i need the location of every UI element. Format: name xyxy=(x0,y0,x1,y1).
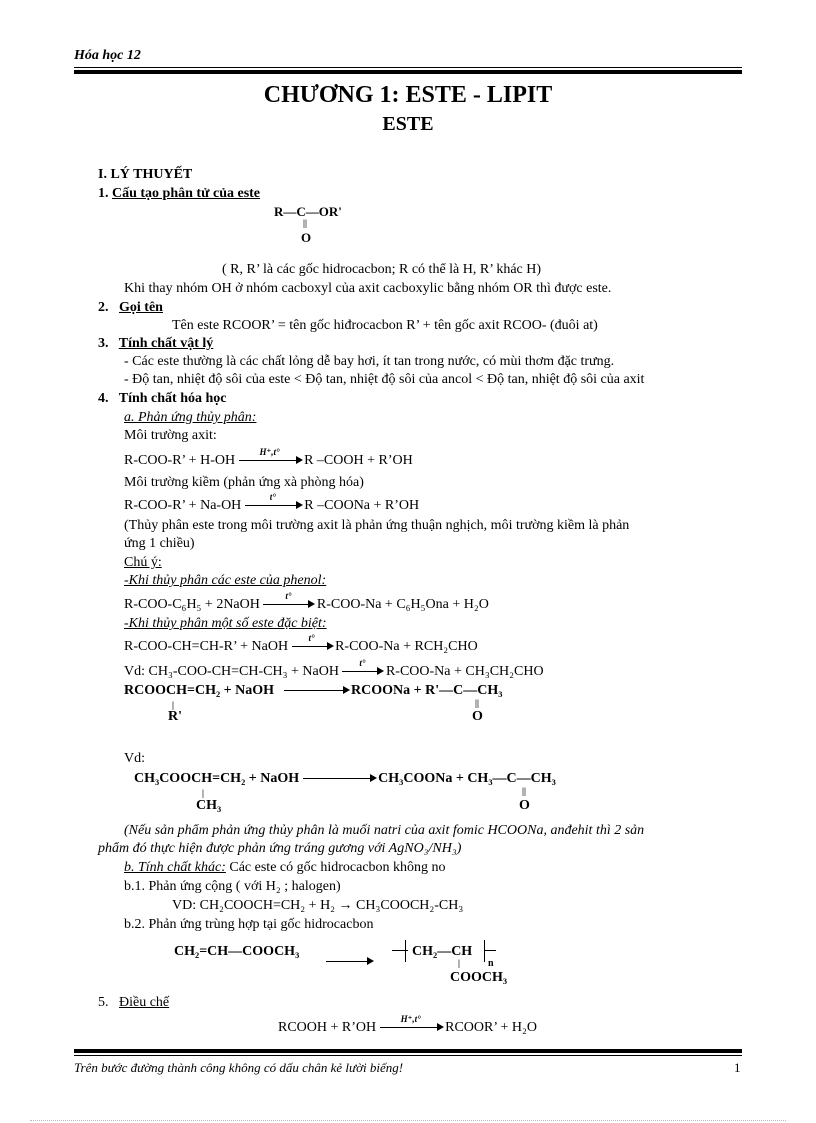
s3-line1: - Các este thường là các chất lỏng dễ bay hơi, ít tan trong nước, có mùi thơm đặc trưng. xyxy=(124,354,615,369)
s2-heading xyxy=(98,300,163,316)
r5-arrow: t° xyxy=(342,671,382,672)
phenol-ester-title: -Khi thủy phân các este của phenol: xyxy=(124,573,327,588)
reaction-vinyl-acetate xyxy=(134,771,556,787)
ester-structure-formula: R—C—OR' xyxy=(274,204,342,219)
b1-example: VD: CH₂COOCH=CH₂ + H₂ → CH₃COOCH₂-CH₃ xyxy=(172,898,464,913)
r4-arrow: t° xyxy=(292,646,332,647)
formic-note-line1: (Nếu sản phẩm phản ứng thủy phân là muối natri của axit fomic HCOONa, anđehit thì 2 sản xyxy=(124,823,645,838)
chapter-title: CHƯƠNG 1: ESTE - LIPIT xyxy=(263,82,553,108)
s2-text: Tên este RCOOR’ = tên gốc hiđrocacbon R’ + tên gốc axit RCOO- (đuôi at) xyxy=(172,318,598,333)
s3-line2: - Độ tan, nhiệt độ sôi của este < Độ tan, nhiệt độ sôi của ancol < Độ tan, nhiệt độ sôi của axit xyxy=(124,372,645,387)
s4b-line xyxy=(124,860,446,876)
reaction-example-1 xyxy=(124,658,544,680)
s3-heading xyxy=(98,336,213,352)
example-label: Vd: xyxy=(124,751,145,766)
header-rule-thin xyxy=(74,67,742,68)
s4-heading xyxy=(98,391,227,407)
b2-polymerization: b.2. Phản ứng trùng hợp tại gốc hidrocacbon xyxy=(124,917,374,932)
poly-unit: CH₂—CH xyxy=(412,944,473,959)
base-env-label: Môi trường kiềm (phản ứng xà phòng hóa) xyxy=(124,475,364,490)
r6-substituent: R' xyxy=(168,709,182,724)
reaction-esterification xyxy=(278,1014,537,1036)
r4-left: R-COO-CH=CH-R’ + NaOH xyxy=(124,639,289,654)
footer-rule-thick xyxy=(74,1049,742,1053)
reaction-phenol xyxy=(124,591,489,613)
r8-arrow: H⁺,t° xyxy=(380,1027,442,1028)
s3-number: 3. xyxy=(98,336,109,351)
s1-heading xyxy=(98,186,260,202)
acid-env-label: Môi trường axit: xyxy=(124,428,217,443)
s5-heading xyxy=(98,995,169,1011)
s1-definition: Khi thay nhóm OH ở nhóm cacboxyl của axit cacboxylic bằng nhóm OR thì được este. xyxy=(124,281,612,296)
r5-left: Vd: CH₃-COO-CH=CH-CH₃ + NaOH xyxy=(124,664,339,679)
poly-bond-down: | xyxy=(458,958,460,968)
r2-arrow: t° xyxy=(245,505,301,506)
s5-number: 5. xyxy=(98,995,109,1010)
s1-title: Cấu tạo phân tử của este xyxy=(112,186,261,201)
footer-rule-thin xyxy=(74,1055,742,1056)
b1-addition: b.1. Phản ứng cộng ( với H₂ ; halogen) xyxy=(124,879,341,894)
s3-title: Tính chất vật lý xyxy=(118,336,214,351)
hydrolysis-note-line1: (Thủy phân este trong môi trường axit là phản ứng thuận nghịch, môi trường kiềm là phản xyxy=(124,518,630,533)
s4a-title: a. Phản ứng thủy phân: xyxy=(124,410,257,425)
s4b-title: b. Tính chất khác: xyxy=(124,860,226,875)
poly-bracket-left xyxy=(405,940,406,962)
poly-substituent: COOCH₃ xyxy=(450,970,508,985)
r7-arrow xyxy=(303,778,375,779)
poly-monomer: CH₂=CH—COOCH₃ xyxy=(174,944,300,959)
reaction-special xyxy=(124,633,478,655)
header-subject: Hóa học 12 xyxy=(74,48,141,63)
r6-arrow xyxy=(284,690,348,691)
s1-note: ( R, R’ là các gốc hidrocacbon; R có thể là H, R’ khác H) xyxy=(222,262,542,277)
r6-oxygen: O xyxy=(472,709,483,724)
r4-right: R-COO-Na + RCH₂CHO xyxy=(335,639,478,654)
footer-quote: Trên bước đường thành công không có dấu chân kẻ lười biếng! xyxy=(74,1060,404,1075)
page-bottom-divider xyxy=(30,1120,786,1121)
ester-structure-bond: || xyxy=(303,218,307,228)
poly-n: n xyxy=(488,958,494,969)
r6-left: RCOOCH=CH₂ + NaOH xyxy=(124,683,275,698)
formic-note-line2: phẩm đó thực hiện được phản ứng tráng gương với AgNO₃/NH₃) xyxy=(98,841,462,856)
s4-number: 4. xyxy=(98,391,109,406)
s2-title: Gọi tên xyxy=(119,300,163,315)
ester-structure-oxygen: O xyxy=(301,230,312,245)
r7-left: CH₃COOCH=CH₂ + NaOH xyxy=(134,771,300,786)
reaction-base-hydrolysis xyxy=(124,492,420,514)
s2-number: 2. xyxy=(98,300,109,315)
s1-number: 1. xyxy=(98,186,109,201)
header-rule-thick xyxy=(74,70,742,74)
s4b-text: Các este có gốc hidrocacbon không no xyxy=(225,860,446,875)
r1-arrow: H⁺,t° xyxy=(239,460,301,461)
r7-substituent: CH₃ xyxy=(196,798,222,813)
r2-right: R –COONa + R’OH xyxy=(304,498,420,513)
r7-right: CH₃COONa + CH₃—C—CH₃ xyxy=(378,771,556,786)
s5-title: Điều chế xyxy=(119,995,170,1010)
hydrolysis-note-line2: ứng 1 chiều) xyxy=(124,536,195,551)
page-number: 1 xyxy=(734,1060,741,1075)
note-label: Chú ý: xyxy=(124,555,162,570)
r3-left: R-COO-C₆H₅ + 2NaOH xyxy=(124,597,260,612)
reaction-acid-hydrolysis xyxy=(124,447,413,469)
section-heading: I. LÝ THUYẾT xyxy=(98,167,193,182)
poly-chain-right xyxy=(484,950,496,951)
r2-left: R-COO-R’ + Na-OH xyxy=(124,498,242,513)
r5-right: R-COO-Na + CH₃CH₂CHO xyxy=(385,664,544,679)
reaction-vinyl-ester xyxy=(124,683,502,699)
poly-arrow xyxy=(326,961,372,962)
r7-oxygen: O xyxy=(519,798,530,813)
r6-bond-left: | xyxy=(172,700,174,710)
r7-bond: || xyxy=(522,786,526,796)
r1-right: R –COOH + R’OH xyxy=(304,453,413,468)
poly-bracket-right xyxy=(484,940,485,962)
special-ester-title: -Khi thủy phân một số este đặc biệt: xyxy=(124,616,327,631)
r1-left: R-COO-R’ + H-OH xyxy=(124,453,236,468)
topic-title: ESTE xyxy=(382,113,434,135)
r6-right: RCOONa + R'—C—CH₃ xyxy=(351,683,503,698)
r3-right: R-COO-Na + C₆H₅Ona + H₂O xyxy=(316,597,489,612)
r3-arrow: t° xyxy=(263,604,313,605)
s4-title: Tính chất hóa học xyxy=(118,391,227,406)
r6-bond: || xyxy=(475,698,479,708)
r8-right: RCOOR’ + H₂O xyxy=(445,1020,537,1035)
r8-left: RCOOH + R’OH xyxy=(278,1020,377,1035)
r7-bond-left: | xyxy=(202,788,204,798)
